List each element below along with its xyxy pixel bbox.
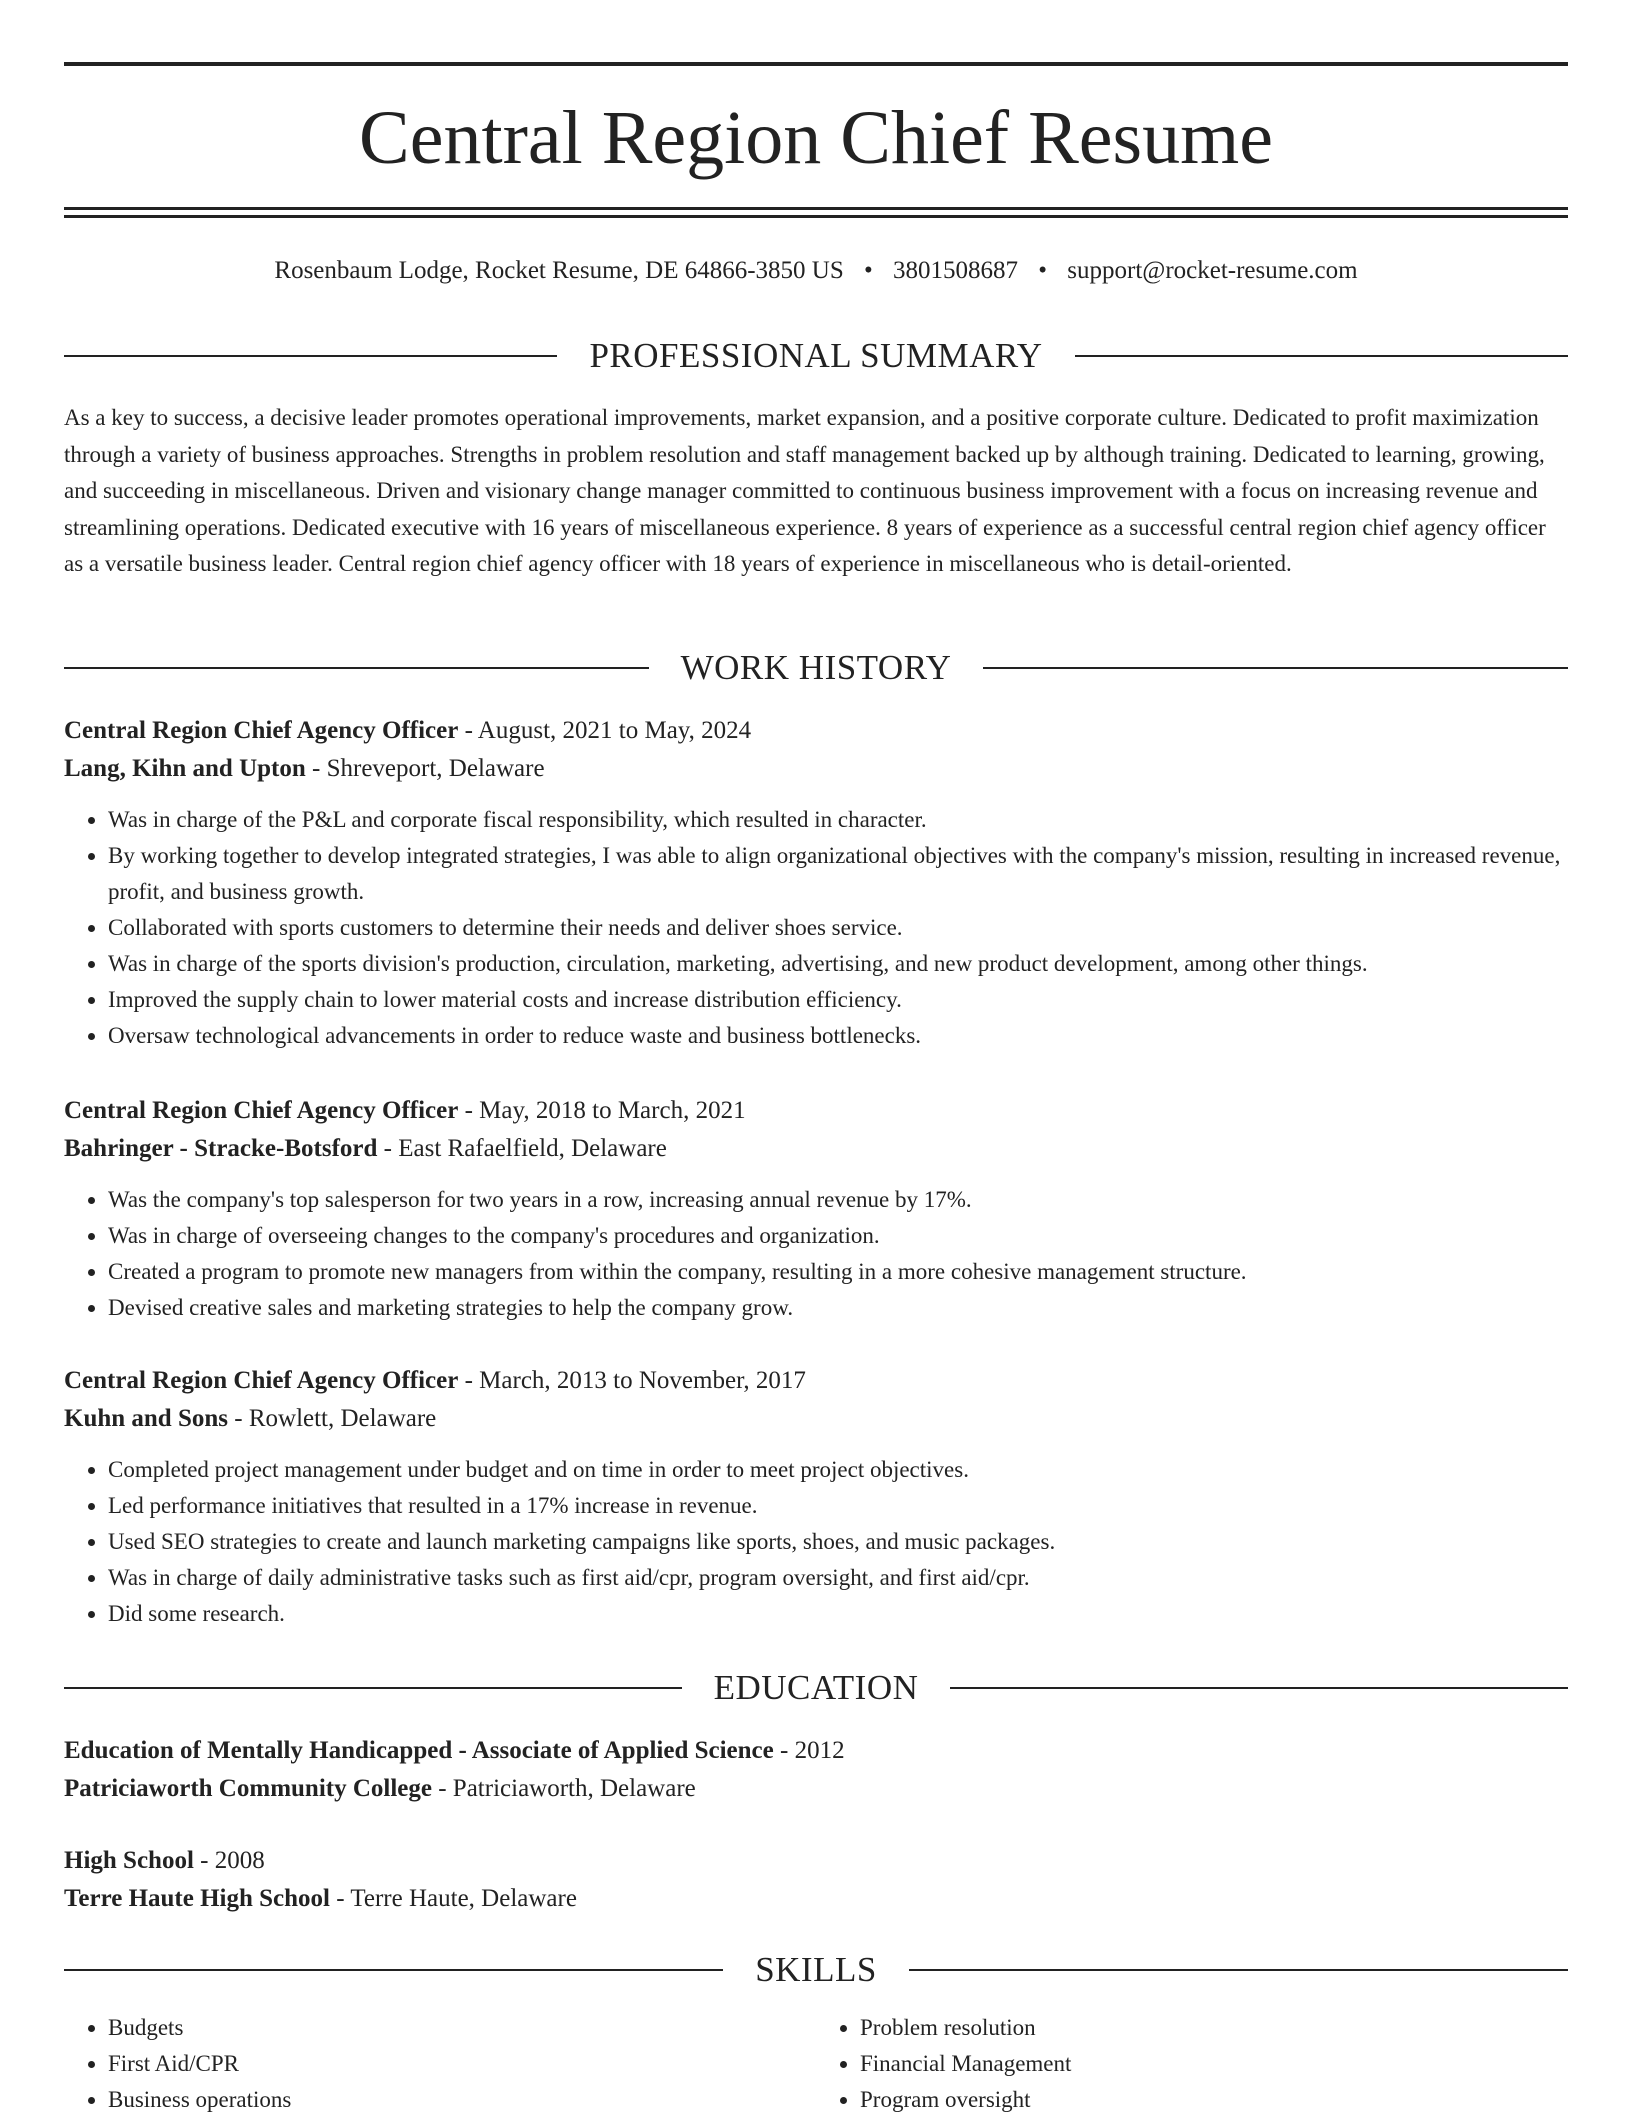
education-entry [64, 1732, 1568, 1808]
skills-column-right [816, 2010, 1568, 2118]
skills-column-left [64, 2010, 816, 2118]
contact-separator: • [1038, 257, 1048, 284]
section-heading-education [64, 1666, 1568, 1710]
list-item: • Used SEO strategies to create and launch marketing campaigns like sports, shoes, and music packages. [108, 1524, 1568, 1560]
contact-email: support@rocket-resume.com [1067, 257, 1358, 284]
list-item: • Was in charge of the sports division's production, circulation, marketing, advertising, and new product development, among other things. [108, 946, 1568, 982]
list-item: • Financial Management [860, 2046, 1568, 2082]
summary-text: As a key to success, a decisive leader promotes operational improvements, market expansion, and a positive corporate culture. Dedicated to profit maximization through a variety of business approaches. Strengths in problem resolution and staff management backed up by although training. Dedicated to learning, growing, and succeeding in miscellaneous. Driven and visionary change manager committed to continuous business improvement with a focus on increasing revenue and streamlining operations. Dedicated executive with 16 years of miscellaneous experience. 8 years of experience as a successful central region chief agency officer as a versatile business leader. Central region chief agency officer with 18 years of experience in miscellaneous who is detail-oriented. [64, 405, 1546, 576]
list-item: • Was in charge of daily administrative tasks such as first aid/cpr, program oversight, and first aid/cpr. [108, 1560, 1568, 1596]
job-title: Central Region Chief Agency Officer [64, 717, 459, 744]
heading-rule [64, 1687, 682, 1689]
list-item: • Oversaw technological advancements in order to reduce waste and business bottlenecks. [108, 1018, 1568, 1054]
education-year: - 2012 [773, 1737, 845, 1764]
job-location: - Rowlett, Delaware [228, 1405, 437, 1432]
heading-rule [64, 355, 557, 357]
heading-rule [950, 1687, 1568, 1689]
list-item: • Created a program to promote new managers from within the company, resulting in a more cohesive management structure. [108, 1254, 1568, 1290]
top-rule [64, 62, 1568, 66]
contact-address: Rosenbaum Lodge, Rocket Resume, DE 64866-3850 US [274, 257, 844, 284]
title-rule-lower [64, 215, 1568, 218]
title-rule-upper [64, 207, 1568, 210]
section-heading-skills [64, 1948, 1568, 1992]
list-item: • Problem resolution [860, 2010, 1568, 2046]
job-dates: - August, 2021 to May, 2024 [458, 717, 752, 744]
list-item: • Improved the supply chain to lower material costs and increase distribution efficiency. [108, 982, 1568, 1018]
heading-label: EDUCATION [713, 1668, 919, 1707]
heading-label: WORK HISTORY [680, 648, 952, 687]
contact-line [64, 254, 1568, 288]
job-company: Kuhn and Sons [64, 1405, 229, 1432]
list-item: • Collaborated with sports customers to determine their needs and deliver shoes service. [108, 910, 1568, 946]
list-item: • Program oversight [860, 2082, 1568, 2118]
list-item: • First Aid/CPR [108, 2046, 816, 2082]
heading-rule [64, 1969, 723, 1971]
job-bullets [64, 802, 1568, 1054]
job-company-line [64, 1130, 1568, 1168]
job-company: Lang, Kihn and Upton [64, 755, 306, 782]
job-location: - East Rafaelfield, Delaware [377, 1135, 667, 1162]
list-item: • Completed project management under budget and on time in order to meet project objectives. [108, 1452, 1568, 1488]
heading-rule [64, 667, 649, 669]
education-school: Terre Haute High School [64, 1885, 330, 1912]
contact-phone: 3801508687 [893, 257, 1019, 284]
heading-label: SKILLS [755, 1950, 877, 1989]
job-title: Central Region Chief Agency Officer [64, 1367, 459, 1394]
resume-title: Central Region Chief Resume [359, 96, 1273, 180]
list-item: • Led performance initiatives that resulted in a 17% increase in revenue. [108, 1488, 1568, 1524]
job-title-line [64, 712, 1568, 750]
education-degree: High School [64, 1847, 194, 1874]
list-item: • Did some research. [108, 1596, 1568, 1632]
job-entry [64, 1362, 1568, 1632]
list-item: • Devised creative sales and marketing strategies to help the company grow. [108, 1290, 1568, 1326]
education-degree-line [64, 1732, 1568, 1770]
job-entry [64, 712, 1568, 1054]
list-item: • Was in charge of the P&L and corporate fiscal responsibility, which resulted in character. [108, 802, 1568, 838]
job-title-line [64, 1092, 1568, 1130]
section-heading-summary [64, 334, 1568, 378]
education-entry [64, 1842, 1568, 1918]
list-item: • Business operations [108, 2082, 816, 2118]
education-degree: Education of Mentally Handicapped - Associate of Applied Science [64, 1737, 774, 1764]
job-company: Bahringer - Stracke-Botsford [64, 1135, 378, 1162]
education-school-line [64, 1880, 1568, 1918]
job-company-line [64, 1400, 1568, 1438]
job-dates: - March, 2013 to November, 2017 [458, 1367, 806, 1394]
section-heading-work-history [64, 646, 1568, 690]
job-dates: - May, 2018 to March, 2021 [458, 1097, 746, 1124]
education-school-line [64, 1770, 1568, 1808]
list-item: • Budgets [108, 2010, 816, 2046]
job-company-line [64, 750, 1568, 788]
job-bullets [64, 1452, 1568, 1632]
skills-list [64, 2010, 1568, 2118]
education-year: - 2008 [193, 1847, 265, 1874]
education-degree-line [64, 1842, 1568, 1880]
list-item: • By working together to develop integrated strategies, I was able to align organizational objectives with the company's mission, resulting in increased revenue, profit, and business growth. [108, 838, 1568, 910]
education-location: - Terre Haute, Delaware [329, 1885, 577, 1912]
job-title: Central Region Chief Agency Officer [64, 1097, 459, 1124]
job-location: - Shreveport, Delaware [305, 755, 545, 782]
job-title-line [64, 1362, 1568, 1400]
job-bullets [64, 1182, 1568, 1326]
education-location: - Patriciaworth, Delaware [431, 1775, 696, 1802]
heading-rule [909, 1969, 1568, 1971]
job-entry [64, 1092, 1568, 1326]
list-item: • Was in charge of overseeing changes to the company's procedures and organization. [108, 1218, 1568, 1254]
education-school: Patriciaworth Community College [64, 1775, 432, 1802]
heading-label: PROFESSIONAL SUMMARY [589, 336, 1043, 375]
list-item: • Was the company's top salesperson for two years in a row, increasing annual revenue by 17%. [108, 1182, 1568, 1218]
contact-separator: • [864, 257, 873, 284]
heading-rule [983, 667, 1568, 669]
heading-rule [1075, 355, 1568, 357]
